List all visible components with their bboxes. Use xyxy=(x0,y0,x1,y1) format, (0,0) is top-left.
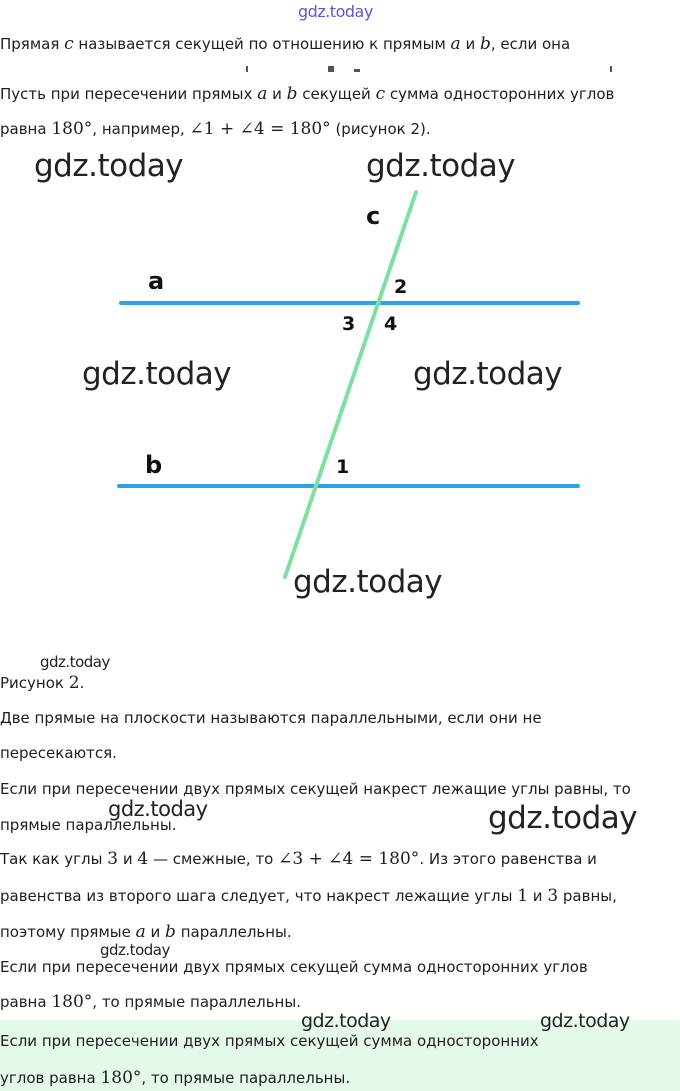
text: и xyxy=(118,850,138,868)
var-c: c xyxy=(375,84,386,104)
text: называется секущей по отношению к прямым xyxy=(73,35,451,53)
paragraph-secant-definition xyxy=(0,34,570,54)
theorem-cross-line1: Если при пересечении двух прямых секущей накрест лежащие углы равны, то xyxy=(0,780,631,798)
text: поэтому прямые xyxy=(0,923,136,941)
text: , например, xyxy=(92,120,190,138)
text: , если она xyxy=(490,35,571,53)
line-c-transversal xyxy=(285,192,416,577)
text: равна xyxy=(0,120,52,138)
definition-line1: Две прямые на плоскости называются параллельными, если они не xyxy=(0,709,542,727)
text: — смежные, то xyxy=(148,850,279,868)
var-b: b xyxy=(479,34,491,54)
reasoning-line2 xyxy=(0,886,617,906)
watermark: gdz.today xyxy=(540,1010,630,1032)
text: равна xyxy=(0,993,52,1011)
watermark: gdz.today xyxy=(488,800,638,836)
text: (рисунок 2). xyxy=(330,120,431,138)
figure-caption xyxy=(0,673,84,693)
watermark: gdz.today xyxy=(100,941,170,959)
angle-label-1: 1 xyxy=(336,456,350,478)
angle-equation: ∠3 + ∠4 = 180° xyxy=(278,849,420,869)
var-c: c xyxy=(64,34,74,54)
conclusion-line2 xyxy=(0,992,301,1012)
text: Прямая xyxy=(0,35,65,53)
watermark: gdz.today xyxy=(301,1010,391,1032)
var-b: b xyxy=(165,922,176,942)
text: углов равна xyxy=(0,1069,101,1087)
var-a: a xyxy=(450,34,461,54)
paragraph-assumption-line2 xyxy=(0,119,431,139)
conclusion-line1: Если при пересечении двух прямых секущей сумма односторонних углов xyxy=(0,958,588,976)
watermark: gdz.today xyxy=(34,148,184,184)
label-c: c xyxy=(366,202,381,230)
text: и xyxy=(528,887,548,905)
highlight-line2 xyxy=(0,1068,350,1088)
number: 3 xyxy=(547,886,559,906)
angle-equation: ∠1 + ∠4 = 180° xyxy=(189,119,331,139)
caption-number: 2 xyxy=(68,673,80,693)
var-b: b xyxy=(286,84,298,104)
value-180: 180° xyxy=(100,1068,142,1088)
definition-line2: пересекаются. xyxy=(0,744,117,762)
highlight-line1: Если при пересечении двух прямых секущей сумма односторонних xyxy=(0,1032,539,1050)
angle-label-2: 2 xyxy=(394,276,408,298)
watermark: gdz.today xyxy=(413,356,563,392)
paragraph-assumption-line1 xyxy=(0,84,614,104)
watermark: gdz.today xyxy=(366,148,516,184)
value-180: 180° xyxy=(51,992,93,1012)
text: сумма односторонних углов xyxy=(385,85,615,103)
value-180: 180° xyxy=(51,119,93,139)
number: 4 xyxy=(137,849,149,869)
var-a: a xyxy=(257,84,268,104)
text: . xyxy=(79,674,85,692)
text: секущей xyxy=(297,85,376,103)
text: и xyxy=(267,85,287,103)
text: равенства из второго шага следует, что накрест лежащие углы xyxy=(0,887,518,905)
var-a: a xyxy=(135,922,146,942)
watermark: gdz.today xyxy=(40,653,110,671)
angle-label-3: 3 xyxy=(342,313,356,335)
watermark: gdz.today xyxy=(108,797,208,821)
watermark: gdz.today xyxy=(293,564,443,600)
text: , то прямые параллельны. xyxy=(92,993,301,1011)
reasoning-line1 xyxy=(0,849,597,869)
number: 3 xyxy=(107,849,119,869)
watermark: gdz.today xyxy=(82,356,232,392)
watermark: gdz.today xyxy=(298,2,373,21)
text: и xyxy=(460,35,480,53)
label-b: b xyxy=(145,451,163,479)
reasoning-line3 xyxy=(0,922,292,942)
number: 1 xyxy=(517,886,529,906)
angle-label-4: 4 xyxy=(384,313,398,335)
clipped-text-row xyxy=(0,64,680,76)
text: параллельны. xyxy=(175,923,292,941)
text: Рисунок xyxy=(0,674,69,692)
text: , то прямые параллельны. xyxy=(141,1069,351,1087)
text: и xyxy=(145,923,166,941)
theorem-cross-line2: прямые параллельны. xyxy=(0,816,177,834)
label-a: a xyxy=(148,267,165,295)
text: Пусть при пересечении прямых xyxy=(0,85,258,103)
text: . Из этого равенства и xyxy=(419,850,597,868)
text: Так как углы xyxy=(0,850,108,868)
text: равны, xyxy=(558,887,617,905)
